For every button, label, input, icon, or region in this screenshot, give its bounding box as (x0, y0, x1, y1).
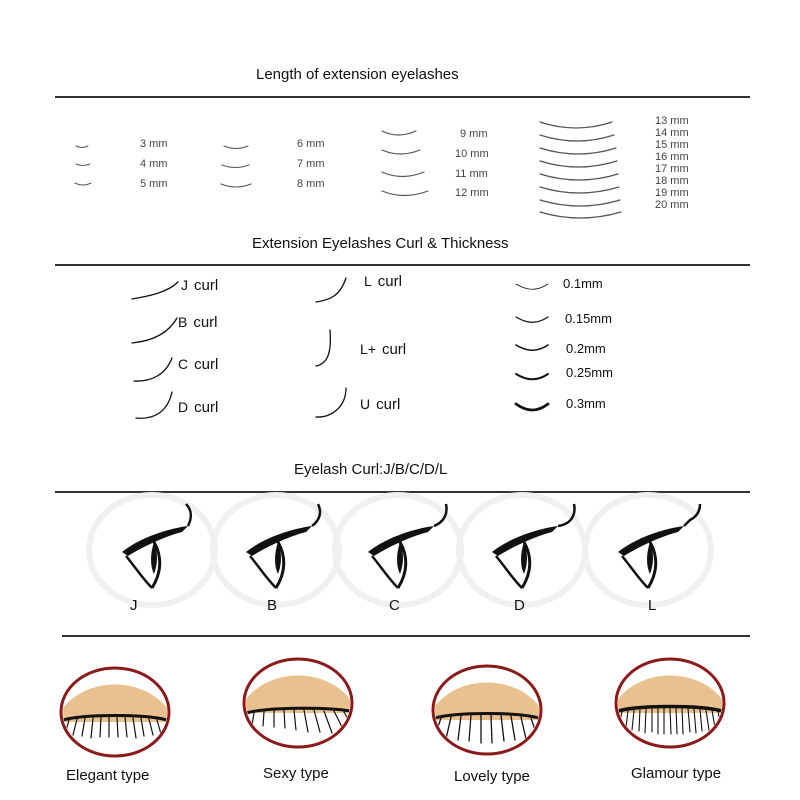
type-label-elegant: Elegant type (66, 767, 150, 784)
thickness-label: 0.2mm (566, 341, 606, 356)
length-label: 14 mm (655, 127, 689, 139)
length-label: 9 mm (460, 128, 488, 140)
curl-label-u: U curl (360, 396, 401, 413)
type-label-sexy: Sexy type (263, 765, 329, 782)
curl-label-b: B curl (178, 314, 218, 331)
eye-letter-b: B (267, 597, 278, 614)
length-label: 15 mm (655, 139, 689, 151)
length-label: 5 mm (140, 178, 168, 190)
thickness-label: 0.3mm (566, 396, 606, 411)
thickness-label: 0.25mm (566, 365, 613, 380)
thickness-label: 0.1mm (563, 276, 603, 291)
lovely-type-eye (427, 666, 547, 754)
length-label: 19 mm (655, 187, 689, 199)
elegant-type-eye (55, 668, 175, 756)
length-label: 17 mm (655, 163, 689, 175)
sexy-type-eye (238, 659, 358, 747)
length-title: Length of extension eyelashes (256, 66, 459, 83)
eye-letter-j: J (130, 597, 138, 614)
length-label: 6 mm (297, 138, 325, 150)
length-label: 18 mm (655, 175, 689, 187)
thickness-label: 0.15mm (565, 311, 612, 326)
length-label: 11 mm (455, 168, 488, 180)
curl-label-l: L curl (364, 273, 402, 290)
curl-label-l-plus: L+ curl (360, 341, 407, 358)
length-label: 20 mm (655, 199, 689, 211)
length-label: 8 mm (297, 178, 325, 190)
type-label-lovely: Lovely type (454, 768, 530, 785)
curl-label-j: J curl (181, 277, 219, 294)
length-label: 4 mm (140, 158, 168, 170)
eye-letter-l: L (648, 597, 657, 614)
length-label: 13 mm (655, 115, 689, 127)
length-label: 7 mm (297, 158, 325, 170)
curl-label-c: C curl (178, 356, 219, 373)
length-label: 10 mm (455, 148, 489, 160)
eye-curl-title: Eyelash Curl:J/B/C/D/L (294, 461, 448, 478)
curl-thickness-title: Extension Eyelashes Curl & Thickness (252, 235, 509, 252)
curl-label-d: D curl (178, 399, 219, 416)
glamour-type-eye (610, 659, 730, 747)
eye-letter-c: C (389, 597, 400, 614)
length-label: 16 mm (655, 151, 689, 163)
eye-letter-d: D (514, 597, 525, 614)
length-label: 3 mm (140, 138, 168, 150)
type-label-glamour: Glamour type (631, 765, 722, 782)
length-label: 12 mm (455, 187, 489, 199)
